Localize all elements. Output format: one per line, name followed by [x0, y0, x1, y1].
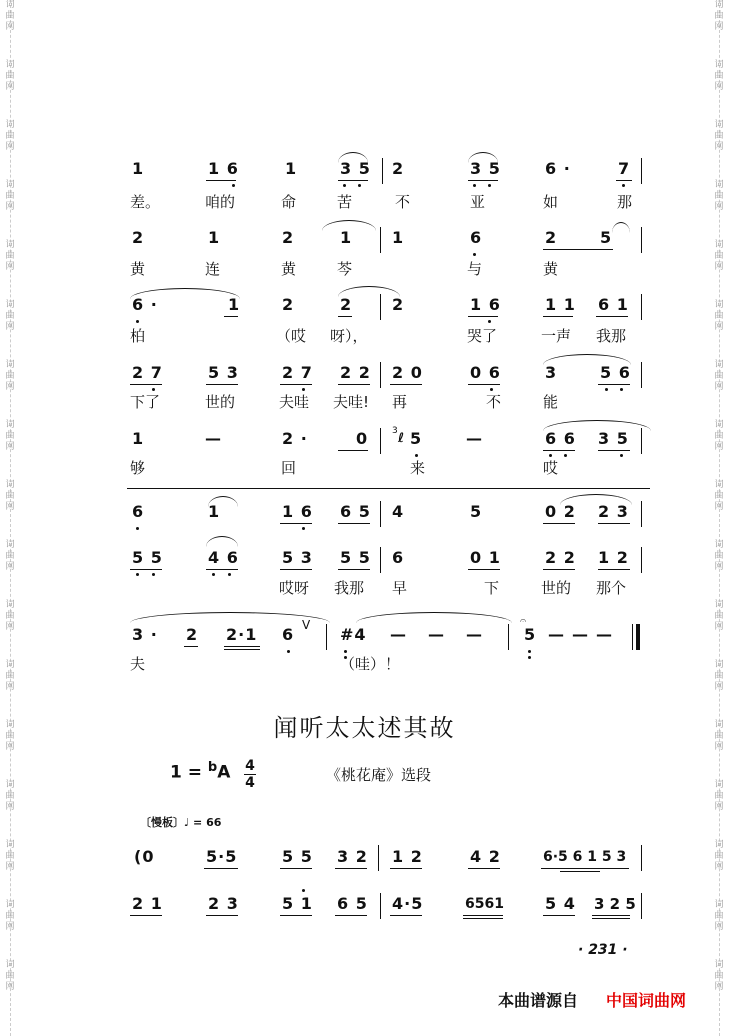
- note: 4 2: [470, 847, 501, 866]
- lyric: 呀），: [330, 327, 368, 345]
- underline: [596, 316, 628, 317]
- note: (0: [134, 847, 155, 866]
- lyric: 黄: [543, 260, 559, 278]
- rest: 0: [356, 429, 369, 448]
- lyric: 哎呀: [279, 579, 310, 597]
- note: 1 2: [392, 847, 423, 866]
- watermark-group: 词 曲 网: [5, 960, 15, 992]
- note: 1: [208, 502, 221, 521]
- note: 0 6: [470, 363, 501, 382]
- barline: [380, 362, 381, 388]
- final-barline: [636, 624, 640, 650]
- note: 2 2: [545, 548, 576, 567]
- note: 5 4: [545, 894, 576, 913]
- section-title: 闻听太太述其故: [273, 714, 456, 742]
- lyric: 一声: [541, 327, 572, 345]
- right-watermark-column: [711, 0, 727, 1020]
- dash: —: [466, 625, 483, 644]
- barline: [380, 547, 381, 573]
- watermark-group: 词 曲 网: [714, 0, 724, 32]
- watermark-group: 词 曲 网: [714, 540, 724, 572]
- note: #4: [340, 625, 367, 644]
- underline: [206, 180, 236, 181]
- watermark-group: 词 曲 网: [714, 180, 724, 212]
- slur: [338, 152, 368, 163]
- note: 1 6: [282, 502, 313, 521]
- underline: [280, 868, 312, 869]
- key-note: A: [217, 762, 231, 783]
- barline: [378, 845, 379, 871]
- note: 2: [282, 295, 295, 314]
- note: 1: [285, 159, 298, 178]
- underline: [338, 180, 368, 181]
- lyric: 早: [392, 579, 408, 597]
- watermark-group: 词 曲 网: [5, 720, 15, 752]
- page-number: · 231 ·: [578, 942, 628, 958]
- tie: [338, 286, 400, 297]
- lyric: 下: [484, 579, 500, 597]
- lyric: 黄: [281, 260, 297, 278]
- lyric: 柏: [130, 327, 146, 345]
- key-signature: [170, 760, 230, 783]
- dash: —: [548, 625, 565, 644]
- lyric: 如: [543, 193, 559, 211]
- underline: [598, 450, 630, 451]
- watermark-group: 词 曲 网: [5, 480, 15, 512]
- underline: [280, 523, 312, 524]
- lyric: 芩: [337, 260, 353, 278]
- note: 3 5: [470, 159, 501, 178]
- barline: [641, 428, 642, 454]
- watermark-group: 词 曲 网: [5, 600, 15, 632]
- watermark-group: 词 曲 网: [714, 300, 724, 332]
- note: 1: [392, 228, 405, 247]
- grace-sign: ℓ: [398, 431, 406, 446]
- note: 6: [132, 502, 145, 521]
- underline: [592, 915, 630, 916]
- underline: [468, 868, 500, 869]
- lyric: 苦: [337, 193, 353, 211]
- underline: [206, 384, 238, 385]
- source-note: 《桃花庵》选段: [326, 766, 432, 784]
- underline: [543, 316, 573, 317]
- slur: [468, 152, 498, 163]
- tempo-marking: 〔慢板〕♩ = 66: [140, 816, 222, 829]
- watermark-group: 词 曲 网: [5, 780, 15, 812]
- note: 2 3: [208, 894, 239, 913]
- underline: [560, 871, 600, 872]
- underline: [224, 646, 260, 647]
- underline: [338, 384, 370, 385]
- underline: [130, 915, 162, 916]
- lyric: 不: [395, 193, 411, 211]
- note: 3: [545, 363, 558, 382]
- note: 6 ·: [545, 159, 571, 178]
- watermark-group: 词 曲 网: [5, 900, 15, 932]
- watermark-group: 词 曲 网: [714, 960, 724, 992]
- lyric: 哎: [543, 459, 559, 477]
- note: 2: [340, 295, 353, 314]
- note: 2: [392, 295, 405, 314]
- footer-site-link[interactable]: 中国词曲网: [606, 991, 687, 1010]
- barline: [641, 893, 642, 919]
- watermark-group: 词 曲 网: [5, 60, 15, 92]
- barline: [382, 158, 383, 184]
- watermark-group: 词 曲 网: [5, 0, 15, 32]
- underline: [280, 384, 312, 385]
- barline: [641, 294, 642, 320]
- watermark-group: 词 曲 网: [714, 240, 724, 272]
- watermark-group: 词 曲 网: [5, 360, 15, 392]
- note: 5 5: [282, 847, 313, 866]
- note: 5: [410, 429, 423, 448]
- note: 4·5: [392, 894, 424, 913]
- dash: —: [390, 625, 407, 644]
- lyric: 连: [205, 260, 221, 278]
- underline: [598, 384, 630, 385]
- watermark-group: 词 曲 网: [5, 660, 15, 692]
- barline: [641, 547, 642, 573]
- underline: [463, 915, 503, 916]
- underline: [390, 915, 422, 916]
- note: 3 2 5: [594, 895, 636, 913]
- watermark-group: 词 曲 网: [5, 840, 15, 872]
- underline: [543, 450, 575, 451]
- underline: [184, 646, 198, 647]
- underline: [338, 316, 352, 317]
- note: 2·1: [226, 625, 258, 644]
- note: 6 ·: [132, 295, 158, 314]
- watermark-group: 词 曲 网: [714, 900, 724, 932]
- note: 6 1: [598, 295, 629, 314]
- note: 5 3: [282, 548, 313, 567]
- lyric: 我那: [334, 579, 365, 597]
- left-watermark-column: [2, 0, 18, 1020]
- note: 5 3: [208, 363, 239, 382]
- lyric: 够: [130, 459, 146, 477]
- note: 0 2: [545, 502, 576, 521]
- watermark-group: 词 曲 网: [714, 60, 724, 92]
- note: 2: [186, 625, 199, 644]
- slur: [543, 354, 631, 365]
- note: 2 1: [132, 894, 163, 913]
- time-signature: [244, 758, 256, 791]
- dash: —: [428, 625, 445, 644]
- underline: [543, 915, 575, 916]
- underline: [468, 569, 500, 570]
- watermark-group: 词 曲 网: [5, 540, 15, 572]
- note: 1: [340, 228, 353, 247]
- lyric: 夫: [130, 655, 146, 673]
- barline: [641, 501, 642, 527]
- note: 2 7: [132, 363, 163, 382]
- slur: [206, 536, 238, 547]
- barline: [380, 893, 381, 919]
- lyric: 夫哇!: [333, 393, 370, 411]
- note: 1: [228, 295, 241, 314]
- lyric: 夫哇: [279, 393, 310, 411]
- lyric: 那: [617, 193, 633, 211]
- underline: [130, 569, 162, 570]
- time-signature-bottom: 4: [245, 775, 255, 791]
- lyric: （哇）！: [340, 655, 401, 673]
- note: 2: [132, 228, 145, 247]
- dash: —: [596, 625, 613, 644]
- fermata-icon: 𝄐: [520, 614, 527, 627]
- slur: [612, 222, 630, 233]
- underline: [224, 316, 238, 317]
- lyric: 差。: [130, 193, 161, 211]
- slur: [356, 612, 512, 623]
- note: 3 5: [340, 159, 371, 178]
- note: 6: [392, 548, 405, 567]
- system-divider: [127, 488, 650, 489]
- dash: —: [466, 429, 483, 448]
- lyric: 不: [486, 393, 502, 411]
- watermark-group: 词 曲 网: [5, 120, 15, 152]
- lyric: 下了: [130, 393, 161, 411]
- underline: [280, 915, 312, 916]
- barline: [380, 501, 381, 527]
- underline: [543, 523, 575, 524]
- watermark-group: 词 曲 网: [5, 240, 15, 272]
- note: 7: [618, 159, 631, 178]
- watermark-group: 词 曲 网: [714, 420, 724, 452]
- watermark-group: 词 曲 网: [714, 480, 724, 512]
- barline: [641, 158, 642, 184]
- barline: [641, 362, 642, 388]
- underline: [468, 384, 500, 385]
- watermark-group: 词 曲 网: [5, 420, 15, 452]
- note: 2 7: [282, 363, 313, 382]
- dash: —: [205, 429, 222, 448]
- breath-mark: V: [302, 618, 311, 632]
- lyric: 与: [467, 260, 483, 278]
- slur: [208, 496, 238, 507]
- barline: [380, 428, 381, 454]
- note: 6: [470, 228, 483, 247]
- lyric: 世的: [205, 393, 236, 411]
- note: 6: [282, 625, 295, 644]
- watermark-group: 词 曲 网: [714, 780, 724, 812]
- watermark-group: 词 曲 网: [714, 720, 724, 752]
- underline: [598, 523, 630, 524]
- lyric: 来: [410, 459, 426, 477]
- underline: [543, 249, 613, 250]
- note: 1: [208, 228, 221, 247]
- underline: [335, 915, 367, 916]
- note: 6·5 6 1 5 3: [543, 849, 627, 865]
- underline: [463, 918, 503, 919]
- note: 3 ·: [132, 625, 158, 644]
- note: 3 5: [598, 429, 629, 448]
- slur: [543, 420, 651, 431]
- lyric: 那个: [596, 579, 627, 597]
- barline: [380, 294, 381, 320]
- underline: [204, 868, 238, 869]
- barline: [326, 624, 327, 650]
- barline: [380, 227, 381, 253]
- underline: [335, 868, 367, 869]
- slur: [560, 494, 632, 505]
- underline: [280, 569, 312, 570]
- barline: [641, 227, 642, 253]
- lyric: 黄: [130, 260, 146, 278]
- note: 2 ·: [282, 429, 308, 448]
- note: 2: [545, 228, 558, 247]
- flat-sign: b: [207, 760, 218, 775]
- lyric: 再: [392, 393, 408, 411]
- barline: [508, 624, 509, 650]
- note: 2: [282, 228, 295, 247]
- note: 3 2: [337, 847, 368, 866]
- lyric: 世的: [541, 579, 572, 597]
- note: 1: [132, 159, 145, 178]
- note: 2: [392, 159, 405, 178]
- lyric: 亚: [470, 193, 486, 211]
- note: 1: [132, 429, 145, 448]
- note: 5: [470, 502, 483, 521]
- note: 5 5: [340, 548, 371, 567]
- underline: [543, 569, 575, 570]
- watermark-group: 词 曲 网: [714, 360, 724, 392]
- underline: [390, 868, 422, 869]
- note: 6 5: [340, 502, 371, 521]
- footer-source-label: 本曲谱源自: [498, 991, 579, 1010]
- note: 1 6: [208, 159, 239, 178]
- lyric: 命: [281, 193, 297, 211]
- underline: [541, 868, 629, 869]
- underline: [468, 180, 498, 181]
- slur: [130, 612, 330, 623]
- key-label: 1 =: [170, 762, 202, 783]
- lyric: 回: [281, 459, 297, 477]
- underline: [468, 316, 498, 317]
- note: 5 5: [132, 548, 163, 567]
- note: 6 6: [545, 429, 576, 448]
- note: 2 2: [340, 363, 371, 382]
- lyric: （哎: [276, 327, 307, 345]
- underline: [338, 569, 370, 570]
- note: 6561: [465, 896, 504, 912]
- note: 5 1: [282, 894, 313, 913]
- note: 1 1: [545, 295, 576, 314]
- lyric: 咱的: [205, 193, 236, 211]
- underline: [224, 649, 260, 650]
- note: 5 6: [600, 363, 631, 382]
- time-signature-top: 4: [245, 758, 255, 774]
- note: 1 6: [470, 295, 501, 314]
- note: 0 1: [470, 548, 501, 567]
- underline: [592, 918, 630, 919]
- note: 4: [392, 502, 405, 521]
- dash: —: [572, 625, 589, 644]
- note: 5: [524, 625, 537, 644]
- watermark-group: 词 曲 网: [714, 840, 724, 872]
- barline: [641, 845, 642, 871]
- underline: [598, 569, 630, 570]
- lyric: 我那: [596, 327, 627, 345]
- note: 5·5: [206, 847, 238, 866]
- watermark-group: 词 曲 网: [714, 600, 724, 632]
- underline: [130, 384, 162, 385]
- underline: [390, 384, 422, 385]
- grace-note: 3: [392, 426, 398, 436]
- underline: [206, 569, 238, 570]
- watermark-group: 词 曲 网: [714, 120, 724, 152]
- underline: [338, 523, 370, 524]
- note: 2 3: [598, 502, 629, 521]
- barline: [632, 624, 633, 650]
- note: 6 5: [337, 894, 368, 913]
- watermark-group: 词 曲 网: [714, 660, 724, 692]
- underline: [206, 915, 238, 916]
- underline: [616, 180, 632, 181]
- lyric: 哭了: [467, 327, 498, 345]
- note: 2 0: [392, 363, 423, 382]
- note: 1 2: [598, 548, 629, 567]
- underline: [338, 450, 368, 451]
- lyric: 能: [543, 393, 559, 411]
- watermark-group: 词 曲 网: [5, 180, 15, 212]
- note: 5: [600, 228, 613, 247]
- note: 4 6: [208, 548, 239, 567]
- tie: [322, 220, 376, 231]
- watermark-group: 词 曲 网: [5, 300, 15, 332]
